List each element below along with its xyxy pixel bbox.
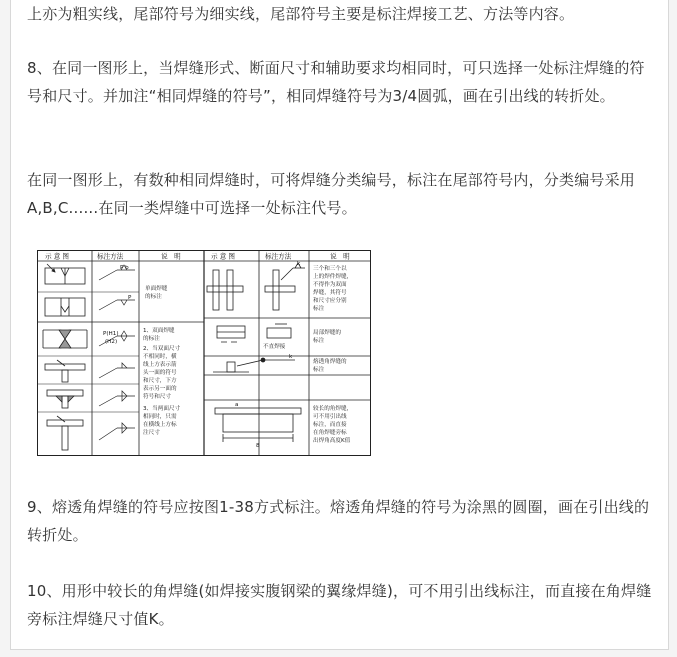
header-right-diagram: 示 意 图 <box>211 252 235 261</box>
right-note-2-line: 标注 <box>313 338 325 344</box>
label-k2: k <box>289 354 293 360</box>
label-ph1: P(H1) <box>103 331 119 337</box>
label-eight: 8 <box>256 443 260 449</box>
left-note-2-line: 3、当两面尺寸 <box>143 406 181 412</box>
left-note-2-line: 不相同时，横 <box>143 354 177 360</box>
right-note-3-line: 熔透角焊缝的 <box>313 359 347 365</box>
right-note-1-line: 和尺寸应分别 <box>313 298 347 304</box>
header-left-diagram: 示 意 图 <box>45 252 69 261</box>
label-pb: P b <box>120 265 129 271</box>
header-right-method: 标注方法 <box>265 252 292 261</box>
left-note-1-line: 的标注 <box>145 294 162 300</box>
label-k: k <box>297 261 301 267</box>
right-note-4-line: 可不用引出线 <box>313 414 347 420</box>
paragraph-rule-8: 8、在同一图形上，当焊缝形式、断面尺寸和辅助要求均相同时，可只选择一处标注焊缝的符号和尺寸。并加注“相同焊缝的符号”，相同焊缝符号为3/4圆弧，画在引出线的转折处。 <box>27 59 645 105</box>
right-note-2-line: 局部焊缝的 <box>313 330 341 336</box>
right-note-4-line: 标注，而直接 <box>313 422 347 428</box>
paragraph-classification: 在同一图形上，有数种相同焊缝时，可将焊缝分类编号，标注在尾部符号内，分类编号采用A,B,C......在同一类焊缝中可选择一处标注代号。 <box>27 171 636 217</box>
left-note-2-line: 头一面的符号 <box>143 370 177 376</box>
right-note-4-line: 出焊角高度K值 <box>313 438 351 444</box>
left-note-2-line: 的标注 <box>143 336 160 342</box>
left-note-2-line: 1、双面焊缝 <box>143 328 175 334</box>
paragraph-rule-10: 10、用形中较长的角焊缝(如焊接实腹钢梁的翼缘焊缝)，可不用引出线标注，而直接在角焊缝旁标注焊缝尺寸值K。 <box>27 582 652 628</box>
header-left-method: 标注方法 <box>97 252 124 261</box>
paragraph-continuation: 上亦为粗实线，尾部符号为细实线，尾部符号主要是标注焊接工艺、方法等内容。 <box>27 5 575 23</box>
left-note-2-line: 在横线上方标 <box>143 422 177 428</box>
left-note-2-line: 符号和尺寸 <box>143 394 171 400</box>
label-p: P <box>128 295 132 301</box>
label-tick-a: a <box>235 402 239 408</box>
right-note-1-line: 标注 <box>313 306 325 312</box>
right-note-4-line: 较长的角焊缝， <box>313 406 353 412</box>
weld-symbol-figure <box>37 250 371 456</box>
left-note-2-line: 和尺寸，下方 <box>143 378 177 384</box>
paragraph-rule-9: 9、熔透角焊缝的符号应按图1-38方式标注。熔透角焊缝的符号为涂黑的圆圈，画在引出线的转折处。 <box>27 498 650 544</box>
right-note-1-line: 不得作为双面 <box>313 282 347 288</box>
right-note-3-line: 标注 <box>313 367 325 373</box>
label-no-straight: 不直焊接 <box>263 344 286 350</box>
article-card <box>10 0 669 650</box>
right-note-4-line: 在角焊缝旁标 <box>313 430 347 436</box>
right-note-1-line: 焊缝，其符号 <box>313 290 347 296</box>
right-note-1-line: 上的焊件焊缝， <box>313 274 353 280</box>
left-note-1-line: 单面焊缝 <box>145 286 168 292</box>
left-note-2-line: 表示另一面的 <box>143 386 177 392</box>
header-right-note: 说 明 <box>330 252 350 261</box>
left-note-2-line: 注尺寸 <box>143 430 160 436</box>
left-note-2-line: 线上方表示箭 <box>143 362 177 368</box>
weld-table-drawing <box>37 250 371 456</box>
left-note-2-line: 2、当双面尺寸 <box>143 346 181 352</box>
right-note-1-line: 三个和三个以 <box>313 266 347 272</box>
left-note-2-line: 相同时，只需 <box>143 414 177 420</box>
label-h2: (H2) <box>105 339 118 345</box>
header-left-note: 说 明 <box>161 252 181 261</box>
